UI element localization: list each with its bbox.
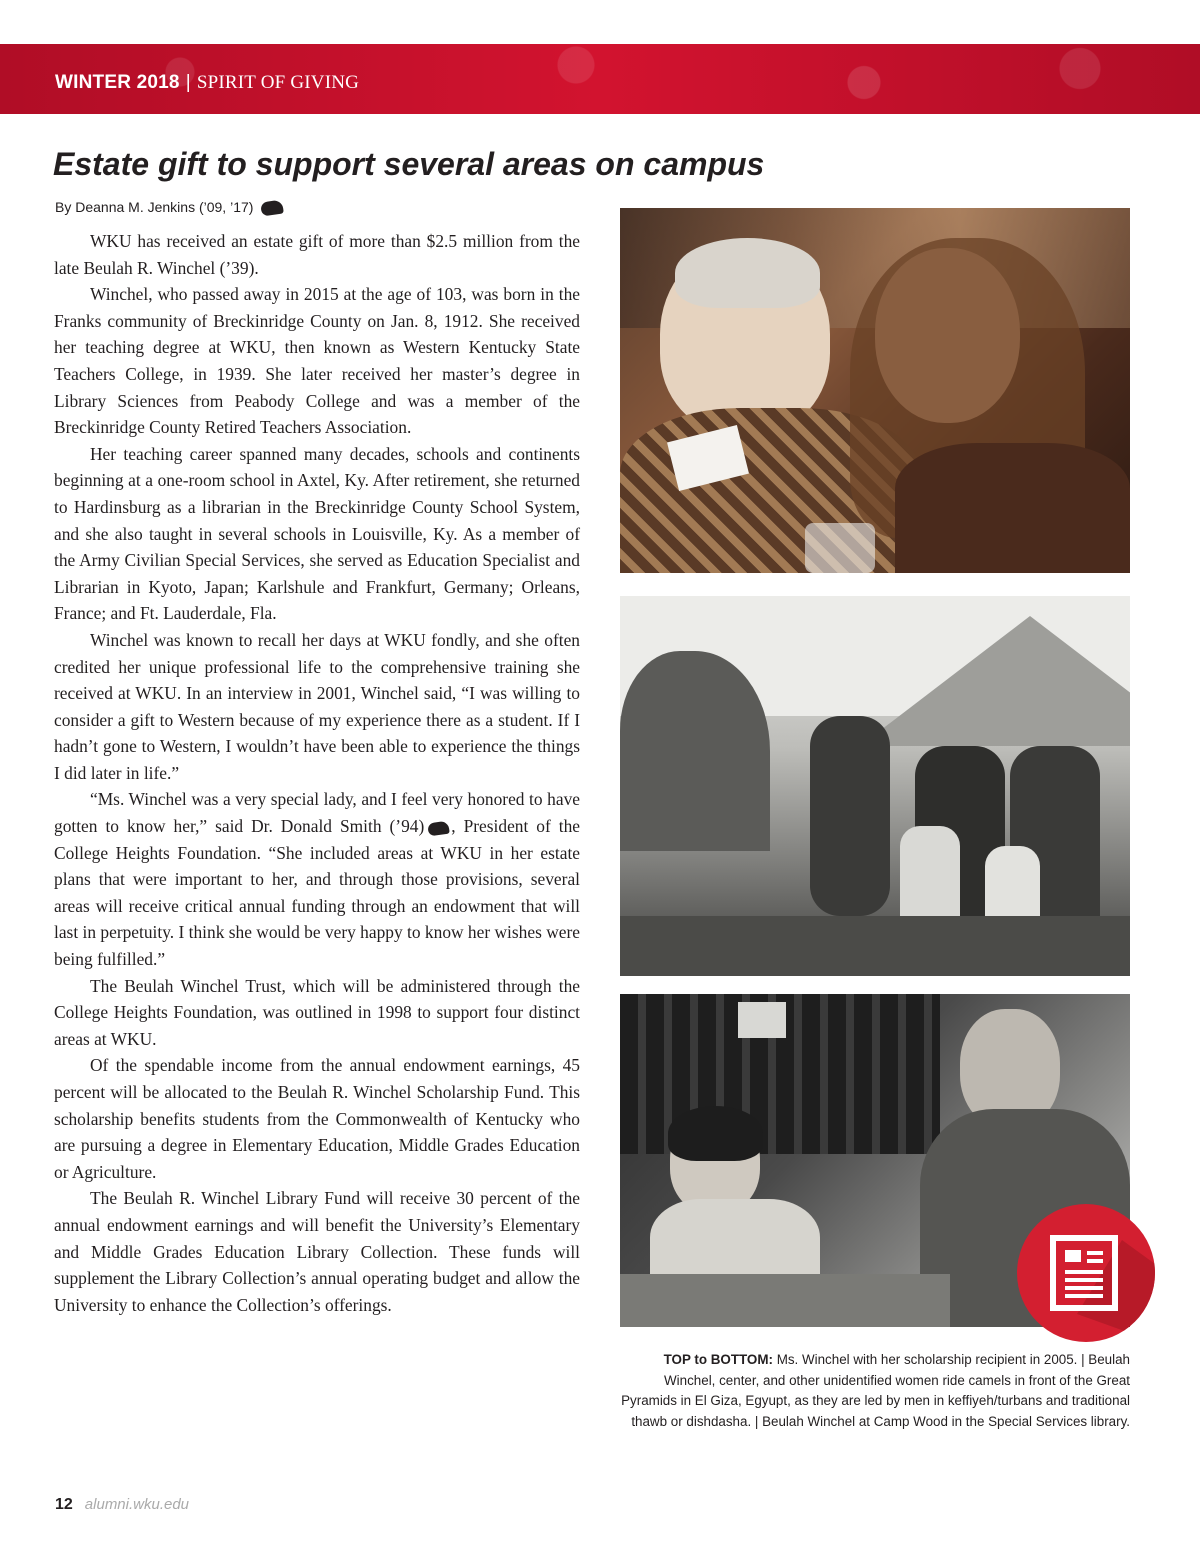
photo-white-hair bbox=[675, 238, 820, 308]
photo-water-glass bbox=[805, 523, 875, 573]
newspaper-icon bbox=[1017, 1204, 1155, 1342]
photo-camel-left bbox=[810, 716, 890, 916]
photo-desk bbox=[620, 1274, 950, 1327]
article-paragraph: The Beulah Winchel Trust, which will be administered through the College Heights Foundation, was outlined in 1998 to support four distinct areas at WKU. bbox=[54, 975, 580, 1049]
photo-sphinx-rock bbox=[620, 651, 770, 851]
page-number: 12 bbox=[55, 1496, 73, 1513]
photo-sign bbox=[738, 1002, 786, 1038]
hilltopper-towel-icon bbox=[427, 820, 450, 836]
photo-caption bbox=[614, 1350, 1130, 1432]
photo-dark-hair bbox=[668, 1106, 763, 1161]
hilltopper-towel-icon bbox=[261, 200, 285, 217]
article-title: Estate gift to support several areas on campus bbox=[53, 146, 765, 182]
photo-pyramid bbox=[860, 616, 1130, 746]
photo-camels-pyramids bbox=[620, 596, 1130, 976]
quote-text-end: , President of the College Heights Foundation. “She included areas at WKU in her estate plans that were important to her, and through those provisions, several areas will receive critical annual funding through an endowment that will last in perpetuity. I think she would be very happy to know her wishes were being fulfilled.” bbox=[54, 816, 580, 970]
photo-brown-top bbox=[895, 443, 1130, 573]
article-body bbox=[54, 228, 580, 1318]
header-separator: | bbox=[185, 72, 191, 93]
article-paragraph: WKU has received an estate gift of more than $2.5 million from the late Beulah R. Winchel (’39). bbox=[54, 231, 580, 278]
section-label: SPIRIT OF GIVING bbox=[196, 72, 360, 93]
byline-text: By Deanna M. Jenkins (’09, ’17) bbox=[55, 199, 254, 215]
photo-scholarship-recipient bbox=[620, 208, 1130, 573]
caption-text: Ms. Winchel with her scholarship recipient in 2005. | Beulah Winchel, center, and other unidentified women ride camels in front of the Great Pyramids in El Giza, Egyupt, as they are led by men in keffiyeh/turbans and traditional thawb or dishdasha. | Beulah Winchel at Camp Wood in the Special Services library. bbox=[621, 1352, 1130, 1429]
page-footer bbox=[55, 1496, 189, 1514]
footer-url[interactable]: alumni.wku.edu bbox=[84, 1496, 190, 1513]
article-paragraph: Winchel was known to recall her days at WKU fondly, and she often credited her unique professional life to the comprehensive training she received at WKU. In an interview in 2001, Winchel said, “I was willing to consider a gift to Western because of my experience there as a student. If I hadn’t gone to Western, I wouldn’t have been able to experience the things I did later in life.” bbox=[54, 629, 580, 783]
issue-label: WINTER 2018 bbox=[55, 72, 180, 93]
article-paragraph: Of the spendable income from the annual endowment earnings, 45 percent will be allocated to the Beulah R. Winchel Scholarship Fund. This scholarship benefits students from the Commonwealth of Kentucky who are pursuing a degree in Elementary Education, Middle Grades Education or Agriculture. bbox=[54, 1055, 580, 1182]
caption-lead: TOP to BOTTOM: bbox=[663, 1352, 773, 1367]
photo-sand-ground bbox=[620, 916, 1130, 976]
quote-paragraph bbox=[54, 786, 580, 972]
article-paragraph: Her teaching career spanned many decades, schools and continents beginning at a one-room school in Axtel, Ky. After retirement, she returned to Hardinsburg as a librarian in the Breckinridge County School System, and she also taught in several schools in Louisville, Ky. As a member of the Army Civilian Special Services, she served as Education Specialist and Librarian in Kyoto, Japan; Karlshule and Frankfurt, Germany; Orleans, France; and Ft. Lauderdale, Fla. bbox=[54, 443, 580, 624]
article-paragraph: The Beulah R. Winchel Library Fund will receive 30 percent of the annual endowment earnings and will benefit the University’s Elementary and Middle Grades Education Library Collection. These funds will supplement the Library Collection’s annual operating budget and allow the University to enhance the Collection’s offerings. bbox=[54, 1188, 580, 1315]
header-label bbox=[55, 72, 359, 94]
byline bbox=[55, 199, 283, 215]
article-badge bbox=[1017, 1204, 1155, 1342]
article-paragraph: Winchel, who passed away in 2015 at the age of 103, was born in the Franks community of Breckinridge County on Jan. 8, 1912. She received her teaching degree at WKU, then known as Western Kentucky State Teachers College, in 1939. She later received her master’s degree in Library Sciences from Peabody College and was a member of the Breckinridge County Retired Teachers Association. bbox=[54, 284, 580, 438]
quote-text-start: “Ms. Winchel was a very special lady, and I feel very honored to have gotten to know her,” said Dr. Donald Smith (’94) bbox=[54, 789, 580, 837]
